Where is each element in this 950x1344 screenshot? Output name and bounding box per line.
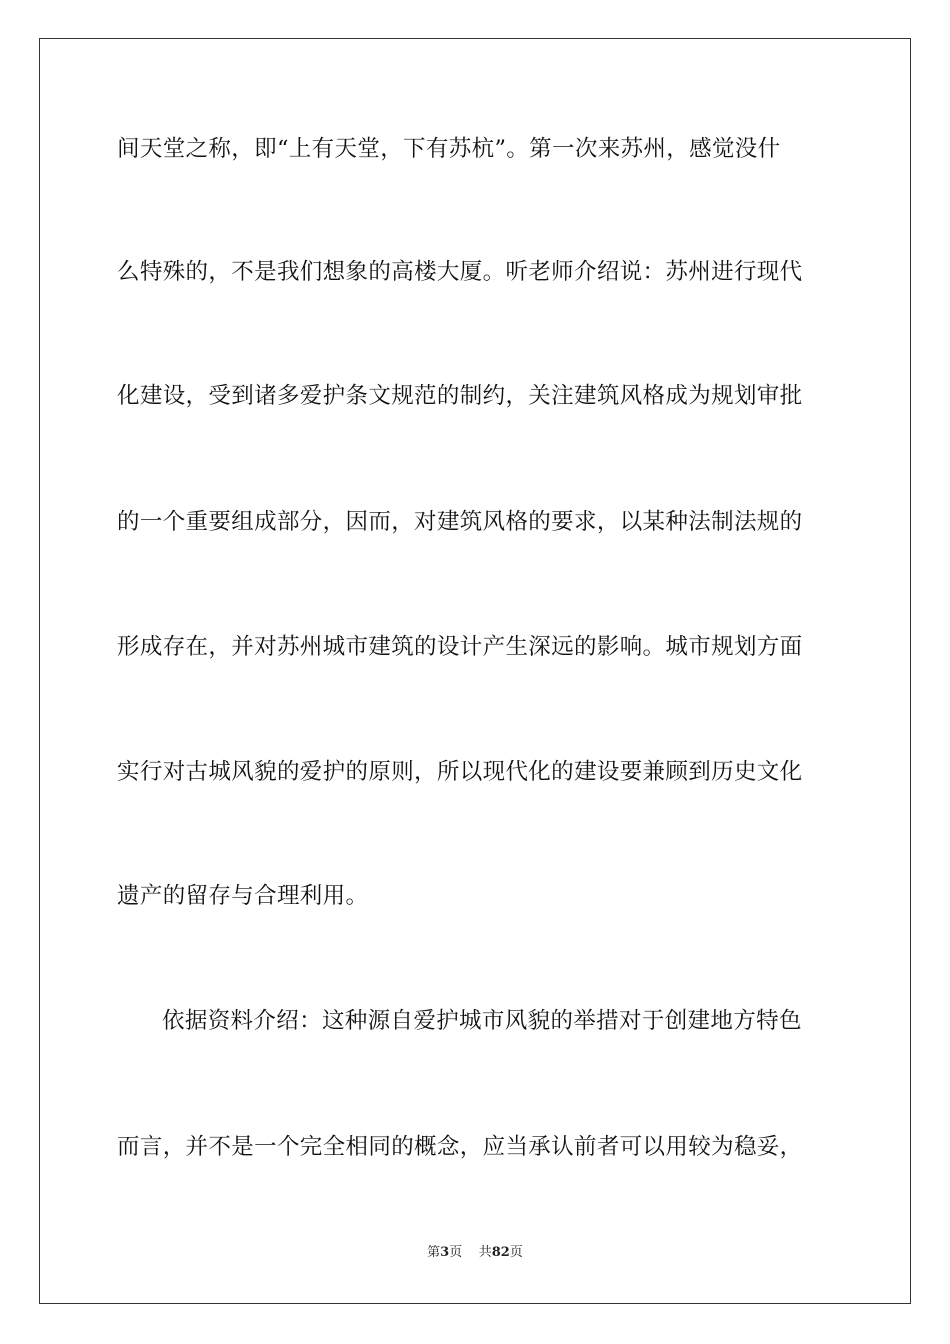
page-border [39, 38, 911, 1304]
page-footer [0, 1245, 950, 1261]
text-line: 形成存在，并对苏州城市建筑的设计产生深远的影响。城市规划方面 [117, 634, 803, 660]
page-number: 3 [440, 1245, 450, 1260]
total-prefix: 共 [478, 1245, 492, 1260]
page-suffix: 页 [449, 1245, 463, 1260]
text-line: 遗产的留存与合理利用。 [117, 883, 369, 909]
paragraph-first-line: 依据资料介绍：这种源自爱护城市风貌的举措对于创建地方特色 [162, 1008, 802, 1034]
text-line: 么特殊的，不是我们想象的高楼大厦。听老师介绍说：苏州进行现代 [117, 259, 803, 285]
text-line: 而言，并不是一个完全相同的概念，应当承认前者可以用较为稳妥， [117, 1134, 803, 1160]
text-line: 间天堂之称，即“上有天堂，下有苏杭”。第一次来苏州，感觉没什 [117, 136, 781, 162]
page-prefix: 第 [427, 1245, 441, 1260]
text-line: 化建设，受到诸多爱护条文规范的制约，关注建筑风格成为规划审批 [117, 383, 803, 409]
text-line: 实行对古城风貌的爱护的原则，所以现代化的建设要兼顾到历史文化 [117, 759, 803, 785]
total-pages: 82 [491, 1245, 510, 1260]
total-suffix: 页 [509, 1245, 523, 1260]
text-line: 的一个重要组成部分，因而，对建筑风格的要求，以某种法制法规的 [117, 509, 803, 535]
